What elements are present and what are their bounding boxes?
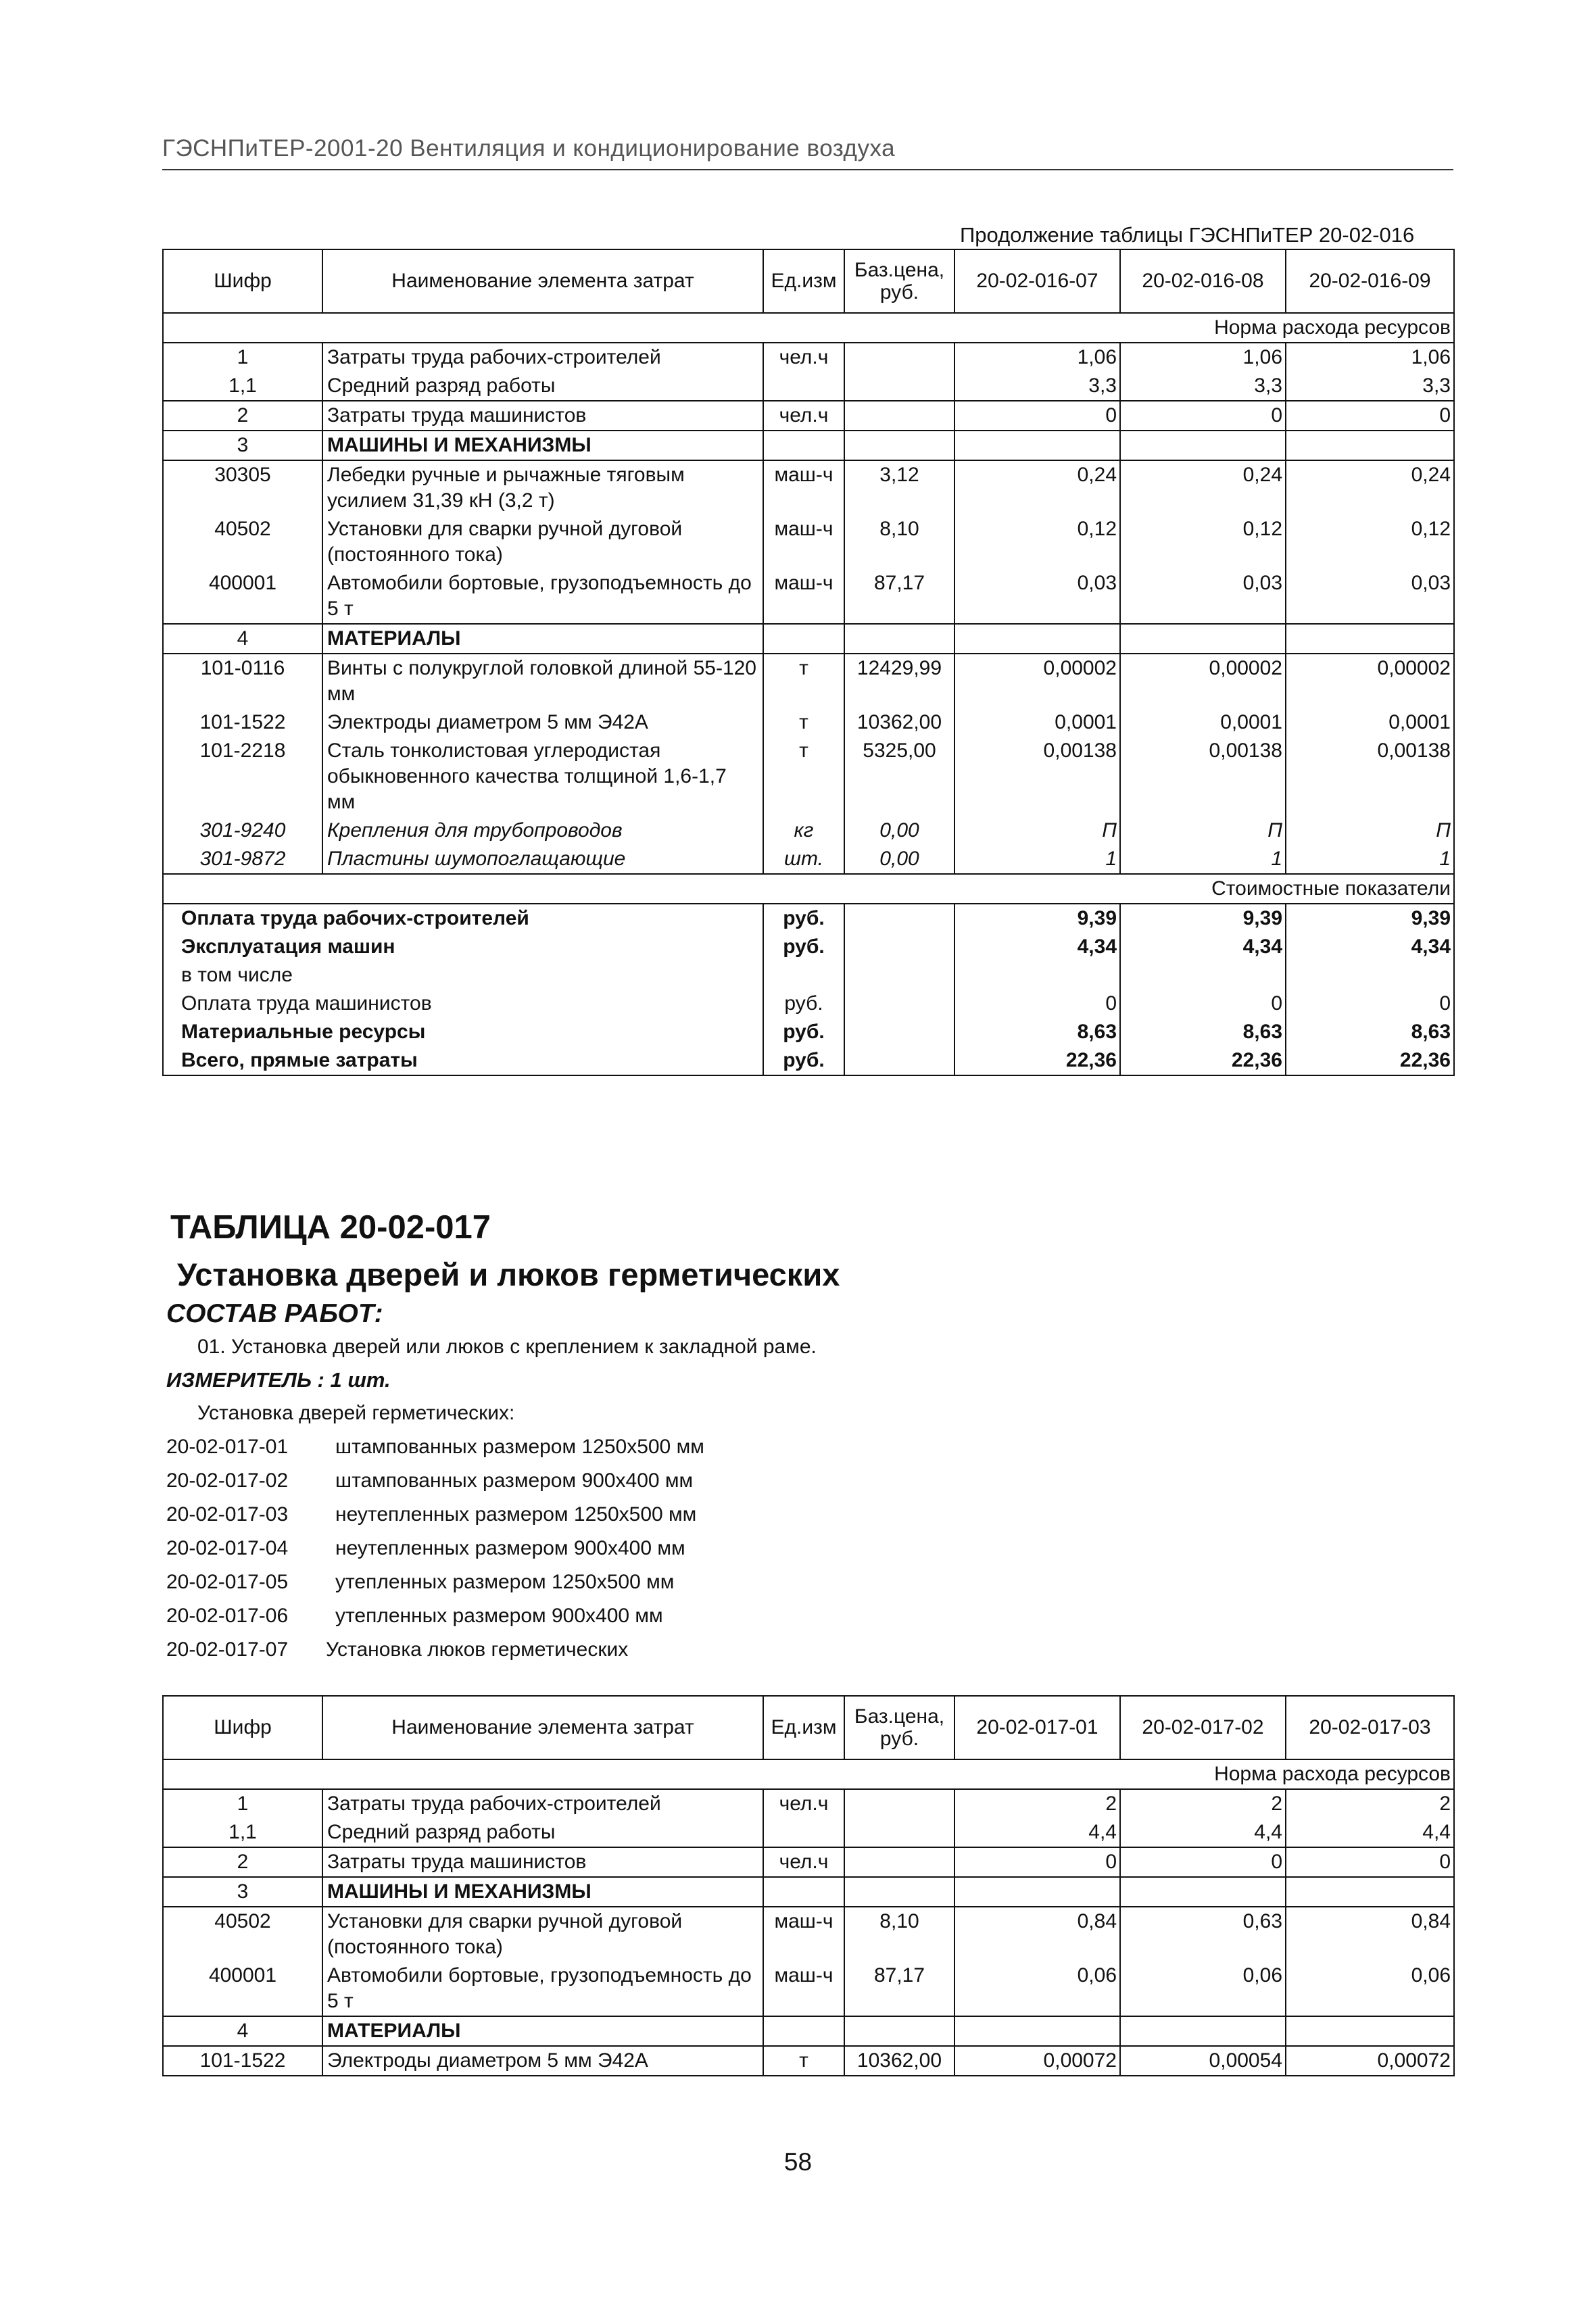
variant-code: 20-02-017-03 [166, 1503, 289, 1526]
table-row: 400001 Автомобили бортовые, грузоподъемность до 5 т маш-ч 87,17 0,03 0,03 0,03 [163, 569, 1454, 624]
norm-label: Норма расхода ресурсов [163, 1759, 1454, 1789]
table-row: 40502 Установки для сварки ручной дуговой (постоянного тока) маш-ч 8,10 0,84 0,63 0,84 [163, 1907, 1454, 1961]
col-header-unit: Ед.изм [763, 249, 844, 313]
variant-desc: неутепленных размером 1250х500 мм [335, 1503, 697, 1526]
cost-indicators-label: Стоимостные показатели [163, 874, 1454, 904]
table-row: 101-2218 Сталь тонколистовая углеродистая обыкновенного качества толщиной 1,6-1,7 мм т 5325,00 0,00138 0,00138 0,00138 [163, 737, 1454, 817]
variant-desc: утепленных размером 900х400 мм [335, 1605, 663, 1627]
cost-row: Эксплуатация машин руб. 4,34 4,34 4,34 [163, 933, 1454, 961]
section-subtitle: Установка дверей и люков герметических [177, 1257, 840, 1292]
variant-desc: штампованных размером 1250х500 мм [335, 1436, 704, 1458]
table-section-row: 3 МАШИНЫ И МЕХАНИЗМЫ [163, 431, 1454, 460]
variant-code: 20-02-017-07 [166, 1638, 289, 1661]
cost-row: в том числе [163, 961, 1454, 990]
section-title: ТАБЛИЦА 20-02-017 [170, 1209, 491, 1246]
measure-label: ИЗМЕРИТЕЛЬ : 1 шт. [166, 1368, 391, 1392]
table-section-row: 3 МАШИНЫ И МЕХАНИЗМЫ [163, 1877, 1454, 1907]
table-row: 2 Затраты труда машинистов чел.ч 0 0 0 [163, 1847, 1454, 1877]
resource-table-20-02-016 [162, 249, 1455, 1076]
table-row: 2 Затраты труда машинистов чел.ч 0 0 0 [163, 401, 1454, 431]
norm-row [163, 313, 1454, 343]
table-row: 1 Затраты труда рабочих-строителей чел.ч 2 2 2 [163, 1789, 1454, 1818]
col-header-name: Наименование элемента затрат [322, 1696, 763, 1759]
col-header-code: Шифр [163, 249, 322, 313]
table-row: 30305 Лебедки ручные и рычажные тяговым усилием 31,39 кН (3,2 т) маш-ч 3,12 0,24 0,24 0,24 [163, 460, 1454, 515]
col-header-price: Баз.цена, руб. [844, 1696, 954, 1759]
work-composition-label: СОСТАВ РАБОТ: [166, 1299, 383, 1328]
table-continuation-caption: Продолжение таблицы ГЭСНПиТЕР 20-02-016 [960, 223, 1415, 247]
running-header: ГЭСНПиТЕР-2001-20 Вентиляция и кондиционирование воздуха [162, 135, 896, 162]
variant-code: 20-02-017-05 [166, 1571, 289, 1593]
cost-row: Материальные ресурсы руб. 8,63 8,63 8,63 [163, 1018, 1454, 1046]
table-row: 1,1 Средний разряд работы 4,4 4,4 4,4 [163, 1818, 1454, 1847]
table-section-row: 4 МАТЕРИАЛЫ [163, 2016, 1454, 2046]
header-rule [162, 169, 1453, 170]
variant-code: 20-02-017-04 [166, 1537, 289, 1559]
col-header-c2: 20-02-017-02 [1120, 1696, 1286, 1759]
table-section-row: 4 МАТЕРИАЛЫ [163, 624, 1454, 654]
table-header-row [163, 249, 1454, 313]
norm-row [163, 1759, 1454, 1789]
table-row: 1,1 Средний разряд работы 3,3 3,3 3,3 [163, 372, 1454, 401]
variant-desc: неутепленных размером 900х400 мм [335, 1537, 685, 1559]
cost-row: Оплата труда рабочих-строителей руб. 9,39 9,39 9,39 [163, 904, 1454, 933]
col-header-c1: 20-02-017-01 [954, 1696, 1120, 1759]
page-number: 58 [783, 2148, 813, 2176]
col-header-price: Баз.цена, руб. [844, 249, 954, 313]
table-row: 101-1522 Электроды диаметром 5 мм Э42А т 10362,00 0,0001 0,0001 0,0001 [163, 708, 1454, 737]
col-header-code: Шифр [163, 1696, 322, 1759]
variant-desc: Установка люков герметических [326, 1638, 629, 1661]
norm-label: Норма расхода ресурсов [163, 313, 1454, 343]
variant-code: 20-02-017-02 [166, 1469, 289, 1492]
cost-row: Оплата труда машинистов руб. 0 0 0 [163, 990, 1454, 1018]
col-header-c3: 20-02-017-03 [1286, 1696, 1454, 1759]
col-header-unit: Ед.изм [763, 1696, 844, 1759]
variant-code: 20-02-017-06 [166, 1605, 289, 1627]
table-row: 301-9872 Пластины шумопоглащающие шт. 0,00 1 1 1 [163, 845, 1454, 874]
table-row: 301-9240 Крепления для трубопроводов кг 0,00 П П П [163, 817, 1454, 845]
col-header-c1: 20-02-016-07 [954, 249, 1120, 313]
resource-table-20-02-017 [162, 1695, 1455, 2076]
cost-indicators-row [163, 874, 1454, 904]
table-row: 101-0116 Винты с полукруглой головкой длиной 55-120 мм т 12429,99 0,00002 0,00002 0,00002 [163, 654, 1454, 708]
work-composition-item: 01. Установка дверей или люков с креплением к закладной раме. [197, 1336, 817, 1358]
cost-row: Всего, прямые затраты руб. 22,36 22,36 22,36 [163, 1046, 1454, 1075]
table-header-row [163, 1696, 1454, 1759]
col-header-name: Наименование элемента затрат [322, 249, 763, 313]
table-row: 400001 Автомобили бортовые, грузоподъемность до 5 т маш-ч 87,17 0,06 0,06 0,06 [163, 1961, 1454, 2016]
variant-desc: штампованных размером 900х400 мм [335, 1469, 694, 1492]
col-header-c2: 20-02-016-08 [1120, 249, 1286, 313]
table-row: 1 Затраты труда рабочих-строителей чел.ч 1,06 1,06 1,06 [163, 343, 1454, 372]
table-row: 40502 Установки для сварки ручной дуговой (постоянного тока) маш-ч 8,10 0,12 0,12 0,12 [163, 515, 1454, 569]
col-header-c3: 20-02-016-09 [1286, 249, 1454, 313]
variant-desc: утепленных размером 1250х500 мм [335, 1571, 675, 1593]
variant-group-label: Установка дверей герметических: [197, 1402, 515, 1424]
table-row: 101-1522 Электроды диаметром 5 мм Э42А т 10362,00 0,00072 0,00054 0,00072 [163, 2046, 1454, 2076]
variant-code: 20-02-017-01 [166, 1436, 289, 1458]
